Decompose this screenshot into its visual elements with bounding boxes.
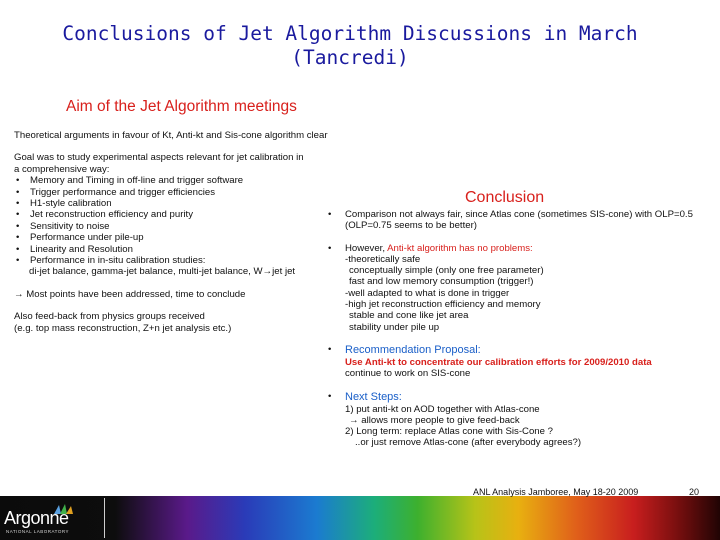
next-step-item: → allows more people to give feed-back bbox=[349, 414, 520, 426]
antikt-prefix: However, bbox=[345, 242, 388, 254]
goal-line1: Goal was to study experimental aspects relevant for jet calibration in bbox=[14, 152, 304, 164]
conclusion-bullet-antikt bbox=[328, 243, 720, 333]
list-item: • Performance under pile-up bbox=[14, 232, 359, 243]
recommendation-line2: continue to work on SIS-cone bbox=[345, 368, 471, 380]
antikt-item: stability under pile up bbox=[349, 321, 440, 333]
slide-title-line2: (Tancredi) bbox=[291, 46, 409, 69]
antikt-highlight: Anti-kt algorithm has no problems: bbox=[387, 242, 533, 254]
next-step-item: ..or just remove Atlas-cone (after everybody agrees?) bbox=[355, 437, 582, 449]
list-item: • Sensitivity to noise bbox=[14, 221, 359, 232]
footer-divider bbox=[104, 498, 105, 538]
list-item: • Jet reconstruction efficiency and purity bbox=[14, 209, 359, 220]
left-panel bbox=[14, 98, 359, 334]
next-step-item: 1) put anti-kt on AOD together with Atlas-cone bbox=[345, 403, 540, 415]
left-heading: Aim of the Jet Algorithm meetings bbox=[66, 98, 297, 115]
conclusion-heading: Conclusion bbox=[465, 189, 545, 206]
bullet-icon: • bbox=[328, 242, 332, 254]
comparison-line1: Comparison not always fair, since Atlas cone (sometimes SIS-cone) with OLP=0.5 bbox=[345, 209, 693, 220]
slide-title bbox=[0, 22, 700, 70]
intro-text: Theoretical arguments in favour of Kt, Anti-kt and Sis-cone algorithm clear bbox=[14, 130, 328, 141]
recommendation-line1: Use Anti-kt to concentrate our calibration efforts for 2009/2010 data bbox=[345, 356, 652, 368]
argonne-logo: Argonne bbox=[4, 508, 69, 528]
bullet-icon: • bbox=[328, 209, 332, 220]
list-item: • H1-style calibration bbox=[14, 198, 359, 209]
antikt-item: -theoretically safe bbox=[345, 253, 421, 265]
page-number: 20 bbox=[689, 487, 700, 497]
antikt-item: -high jet reconstruction efficiency and memory bbox=[345, 299, 541, 311]
feedback-line2: (e.g. top mass reconstruction, Z+n jet analysis etc.) bbox=[14, 322, 232, 334]
comparison-line2: (OLP=0.75 seems to be better) bbox=[345, 220, 477, 232]
bullet-icon: • bbox=[328, 390, 332, 402]
list-item: • Trigger performance and trigger efficiencies bbox=[14, 187, 359, 198]
antikt-item: fast and low memory consumption (trigger!) bbox=[349, 276, 534, 288]
conclusion-bullet-next-steps bbox=[328, 391, 720, 449]
insitu-detail: di-jet balance, gamma-jet balance, multi-jet balance, W→jet jet bbox=[29, 266, 296, 278]
list-item: • Memory and Timing in off-line and trigger software bbox=[14, 175, 359, 186]
right-panel bbox=[328, 188, 720, 460]
conclusion-bullet-comparison bbox=[328, 209, 720, 232]
antikt-item: stable and cone like jet area bbox=[349, 310, 469, 322]
argonne-logo-subtitle: NATIONAL LABORATORY bbox=[6, 529, 70, 534]
conference-name: ANL Analysis Jamboree, May 18-20 2009 bbox=[473, 487, 639, 497]
bullet-icon: • bbox=[328, 343, 332, 355]
author-name: J. Proudfoot bbox=[116, 486, 185, 497]
recommendation-heading: Recommendation Proposal: bbox=[345, 343, 481, 356]
conclusion-bullet-recommendation bbox=[328, 344, 720, 380]
slide-title-line1: Conclusions of Jet Algorithm Discussions in March bbox=[62, 22, 638, 45]
addressed-note: → Most points have been addressed, time to conclude bbox=[14, 288, 246, 300]
goal-line2: a comprehensive way: bbox=[14, 163, 110, 175]
aim-list bbox=[14, 175, 359, 266]
list-item: • Linearity and Resolution bbox=[14, 244, 359, 255]
list-item: • Performance in in-situ calibration studies: bbox=[14, 255, 359, 266]
feedback-line1: Also feed-back from physics groups received bbox=[14, 311, 205, 323]
antikt-item: conceptually simple (only one free parameter) bbox=[349, 265, 544, 277]
next-step-item: 2) Long term: replace Atlas cone with Sis-Cone ? bbox=[345, 426, 553, 438]
next-steps-heading: Next Steps: bbox=[345, 390, 402, 403]
footer-bar bbox=[0, 496, 720, 540]
antikt-item: -well adapted to what is done in trigger bbox=[345, 287, 510, 299]
